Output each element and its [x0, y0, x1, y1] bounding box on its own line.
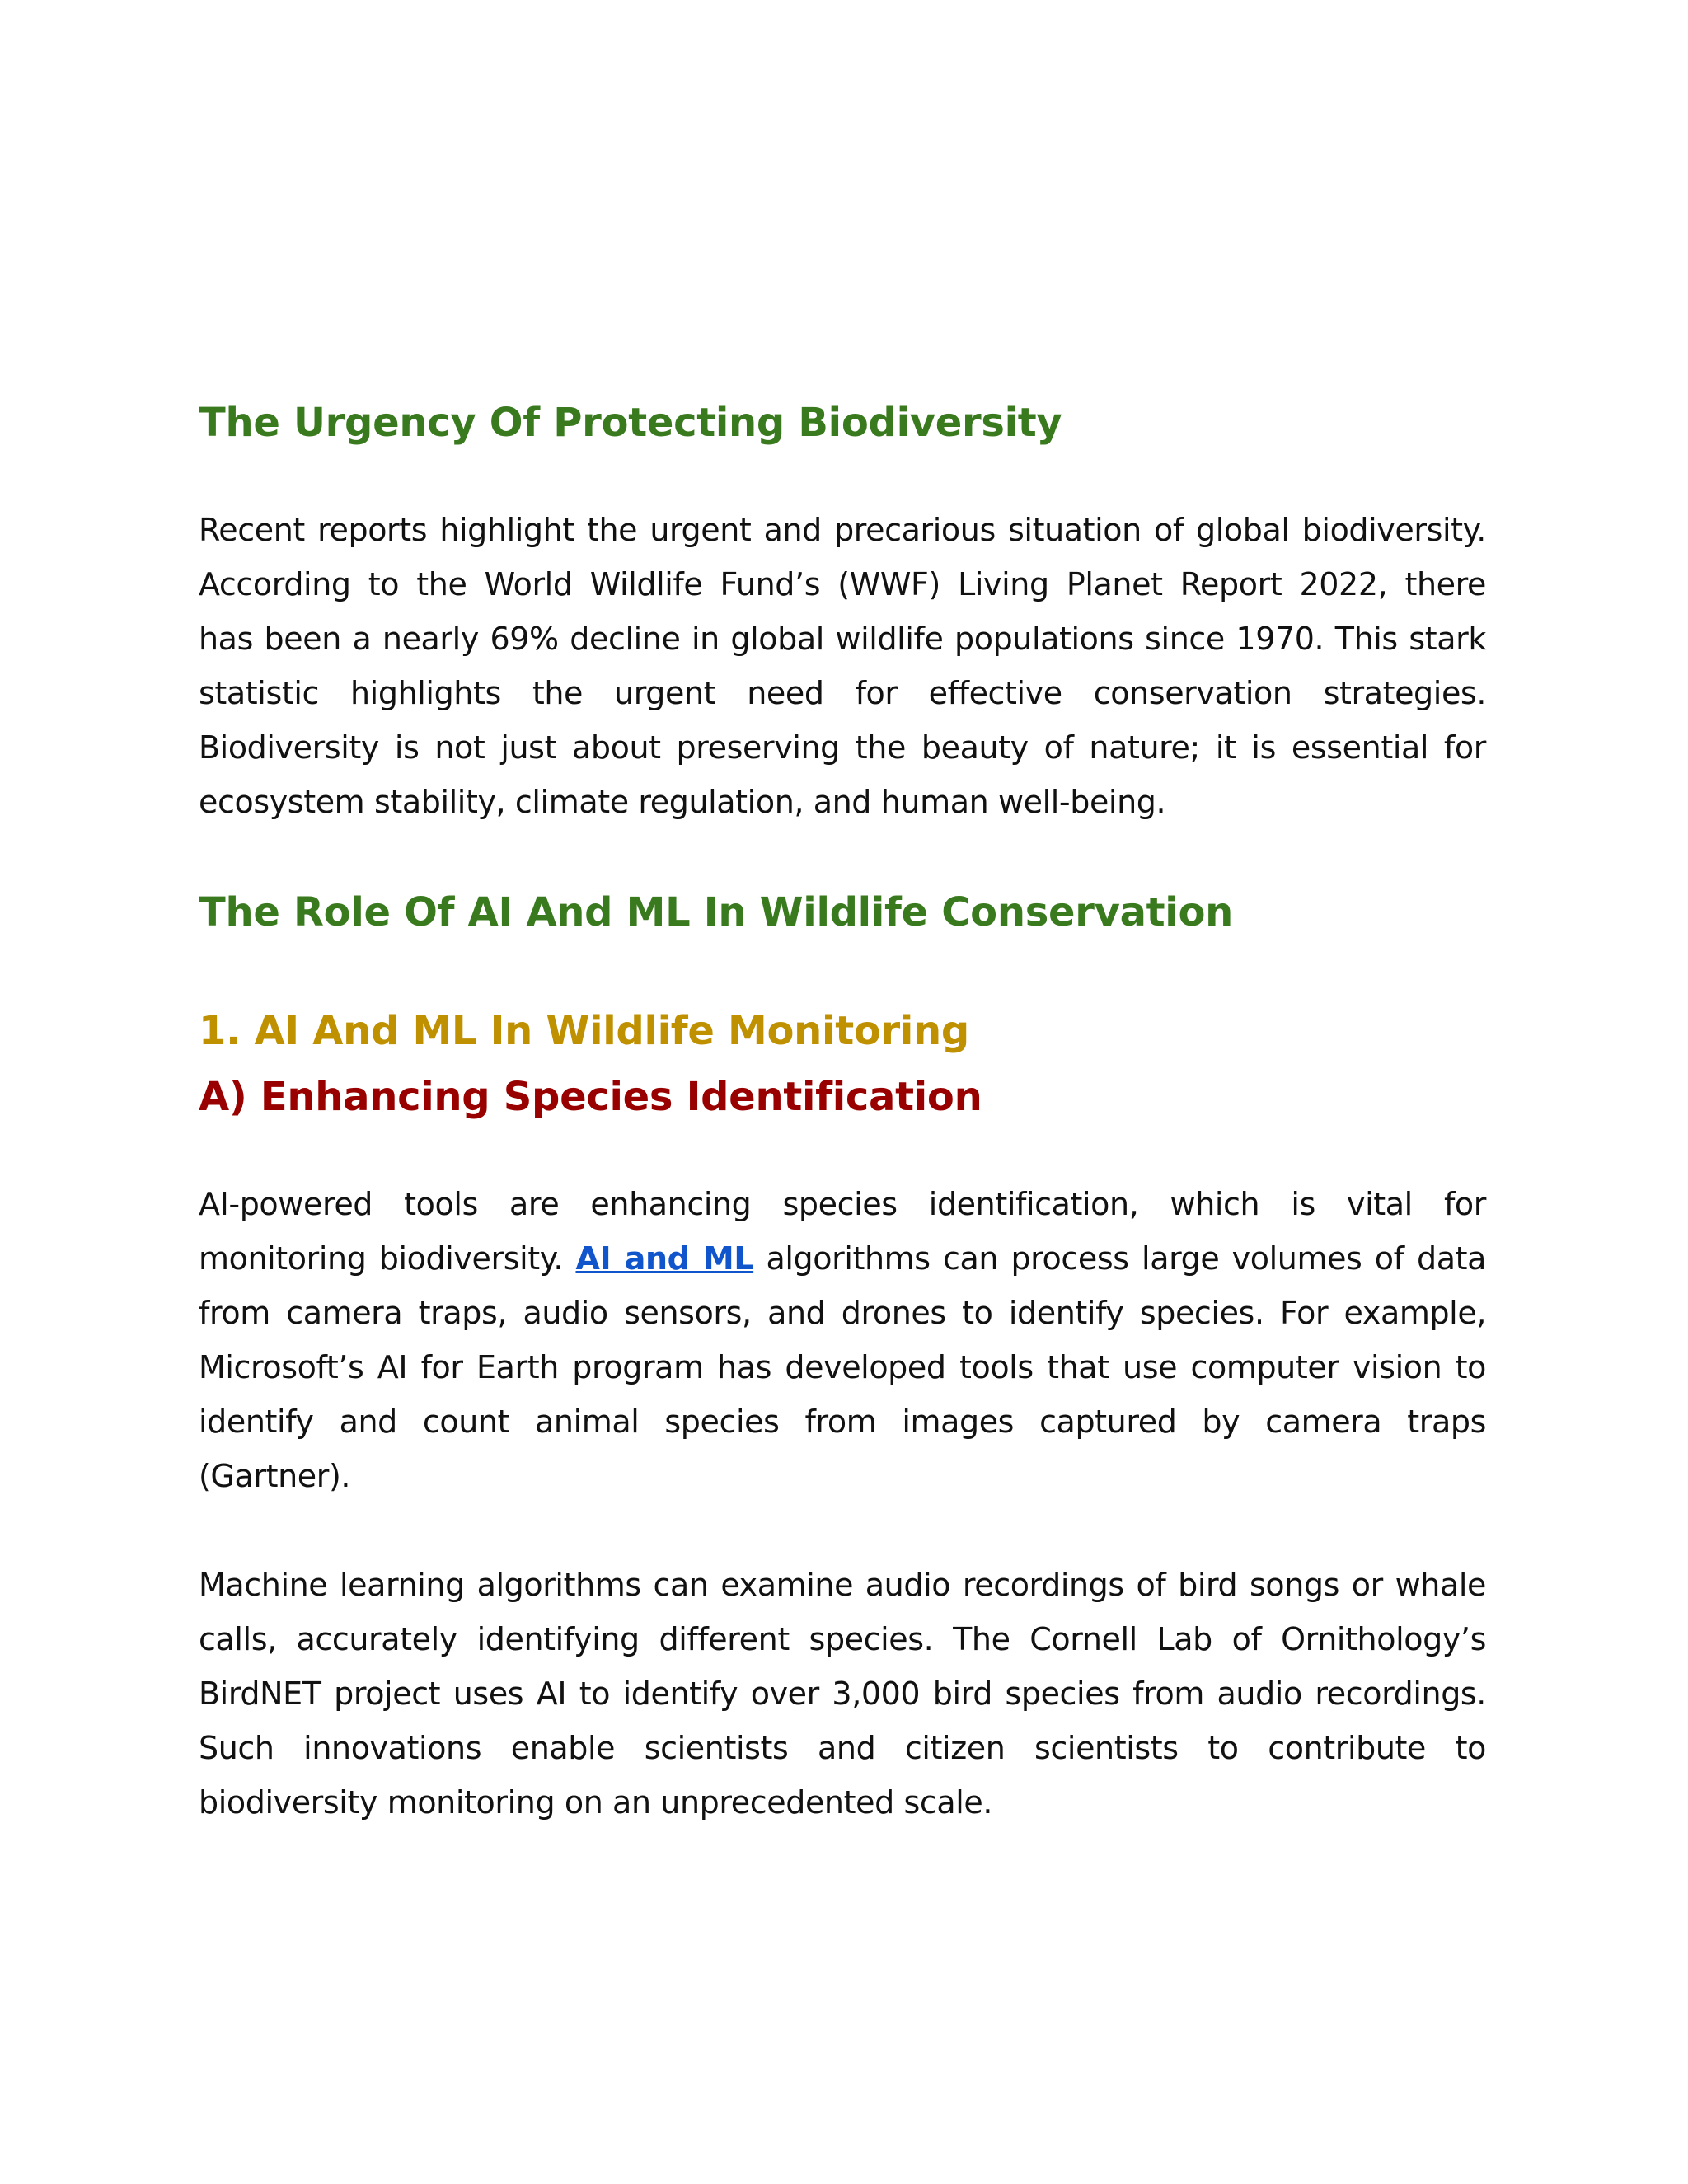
text-line: from camera traps, audio sensors, and drones to identify species. For example, [199, 1295, 1486, 1331]
text-line: Microsoft’s AI for Earth program has developed tools that use computer vision to [199, 1349, 1486, 1385]
text-line: ecosystem stability, climate regulation, and human well-being. [199, 784, 1166, 820]
text-line: has been a nearly 69% decline in global wildlife populations since 1970. This stark [199, 621, 1486, 657]
text-line: identify and count animal species from images captured by camera traps [199, 1404, 1486, 1440]
text-line: BirdNET project uses AI to identify over 3,000 bird species from audio recordings. [199, 1675, 1486, 1712]
text-line: According to the World Wildlife Fund’s (WWF) Living Planet Report 2022, there [199, 566, 1486, 602]
heading-urgency-biodiversity: The Urgency Of Protecting Biodiversity [199, 400, 1062, 446]
heading-species-identification: A) Enhancing Species Identification [199, 1074, 982, 1120]
paragraph-audio-recognition [199, 1558, 1486, 1830]
paragraph-urgency [199, 503, 1486, 829]
document-content [199, 396, 1486, 1830]
text-line: AI-powered tools are enhancing species identification, which is vital for [199, 1186, 1486, 1222]
text-segment: monitoring biodiversity. [199, 1240, 576, 1277]
text-line: calls, accurately identifying different species. The Cornell Lab of Ornithology’s [199, 1621, 1486, 1657]
text-line: Biodiversity is not just about preserving the beauty of nature; it is essential for [199, 729, 1486, 766]
text-line: Recent reports highlight the urgent and precarious situation of global biodiversity. [199, 512, 1486, 548]
text-line: biodiversity monitoring on an unprecedented scale. [199, 1784, 993, 1821]
text-line: (Gartner). [199, 1458, 351, 1494]
text-line: Such innovations enable scientists and citizen scientists to contribute to [199, 1730, 1486, 1766]
ai-ml-link[interactable]: AI and ML [575, 1240, 754, 1277]
text-segment: algorithms can process large volumes of data [753, 1240, 1486, 1277]
paragraph-species-identification [199, 1177, 1486, 1503]
heading-role-ai-ml: The Role Of AI And ML In Wildlife Conservation [199, 889, 1234, 935]
heading-wildlife-monitoring: 1. AI And ML In Wildlife Monitoring [199, 1008, 969, 1054]
text-line-with-link [199, 1231, 1486, 1286]
text-line: statistic highlights the urgent need for effective conservation strategies. [199, 675, 1486, 711]
text-line: Machine learning algorithms can examine audio recordings of bird songs or whale [199, 1567, 1486, 1603]
